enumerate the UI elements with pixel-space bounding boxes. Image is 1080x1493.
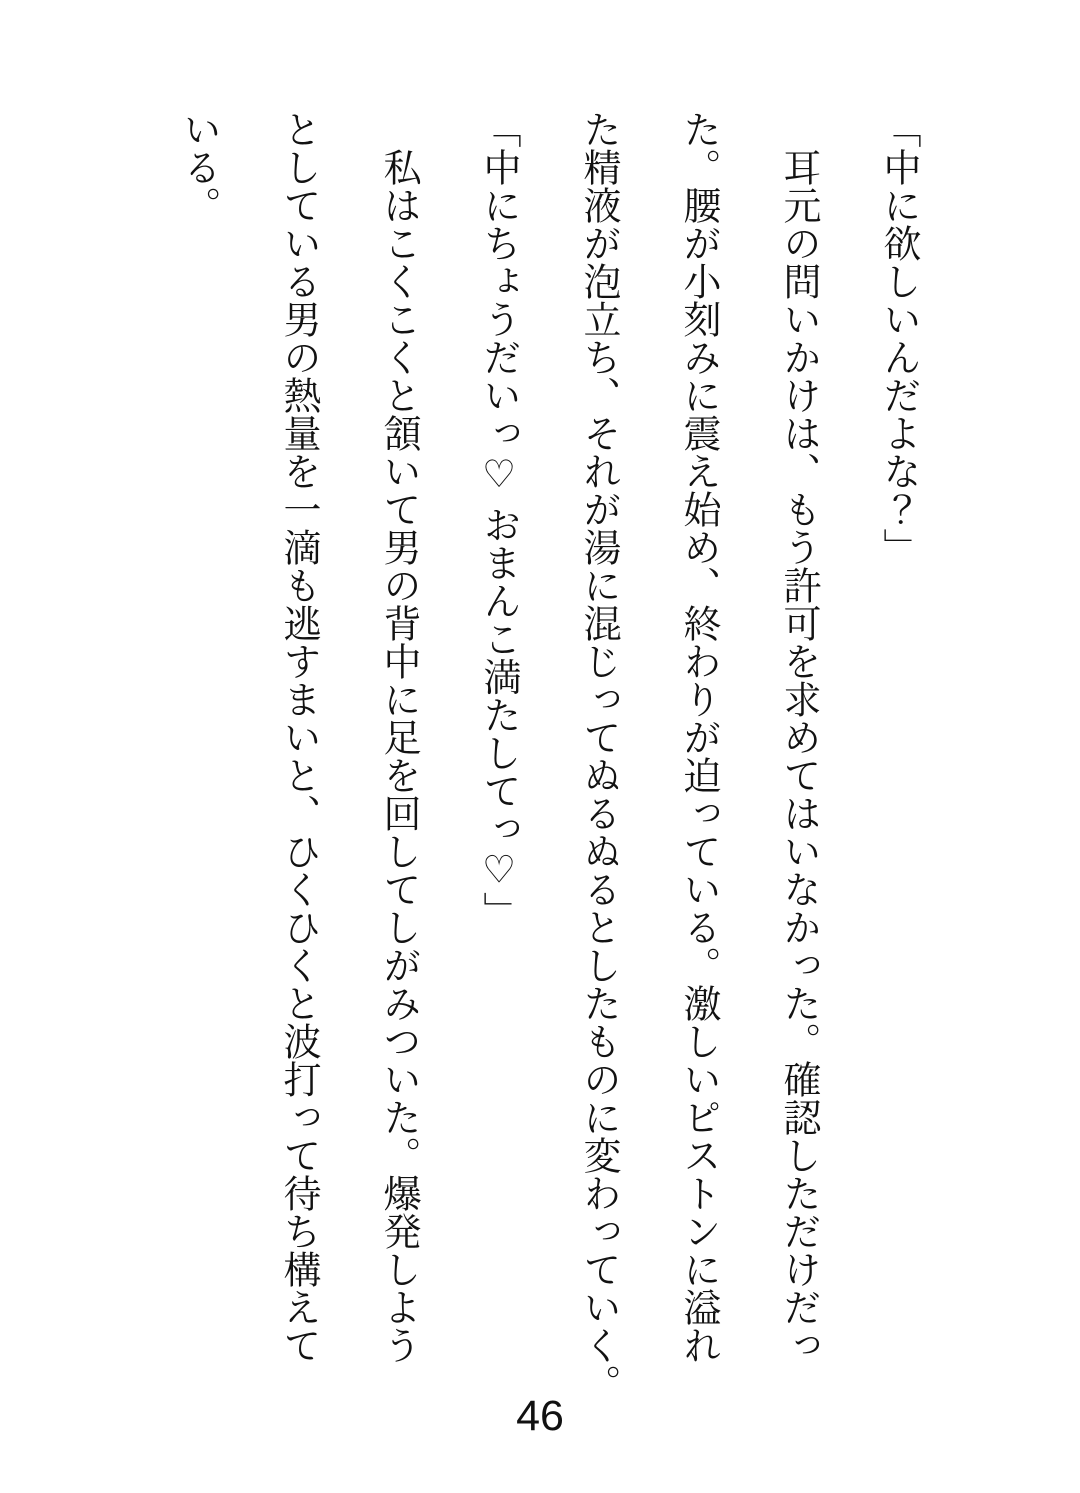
page-number: 46 bbox=[516, 1392, 564, 1440]
vertical-text-block bbox=[148, 110, 948, 1410]
text-line: 「中にちょうだいっ♡ おまんこ満たしてっ♡」 bbox=[477, 110, 519, 930]
text-line: いる。 bbox=[177, 110, 219, 224]
text-line: 「中に欲しいんだよな？」 bbox=[877, 110, 919, 566]
text-line: た精液が泡立ち、それが湯に混じってぬるぬるとしたものに変わっていく。 bbox=[577, 110, 619, 1402]
text-line: としている男の熱量を一滴も逃すまいと、ひくひくと波打って待ち構えて bbox=[277, 110, 319, 1364]
text-line: 耳元の問いかけは、もう許可を求めてはいなかった。確認しただけだっ bbox=[777, 110, 819, 1364]
text-line: た。腰が小刻みに震え始め、終わりが迫っている。激しいピストンに溢れ bbox=[677, 110, 719, 1364]
text-line: 私はこくこくと頷いて男の背中に足を回してしがみついた。爆発しよう bbox=[377, 110, 419, 1364]
